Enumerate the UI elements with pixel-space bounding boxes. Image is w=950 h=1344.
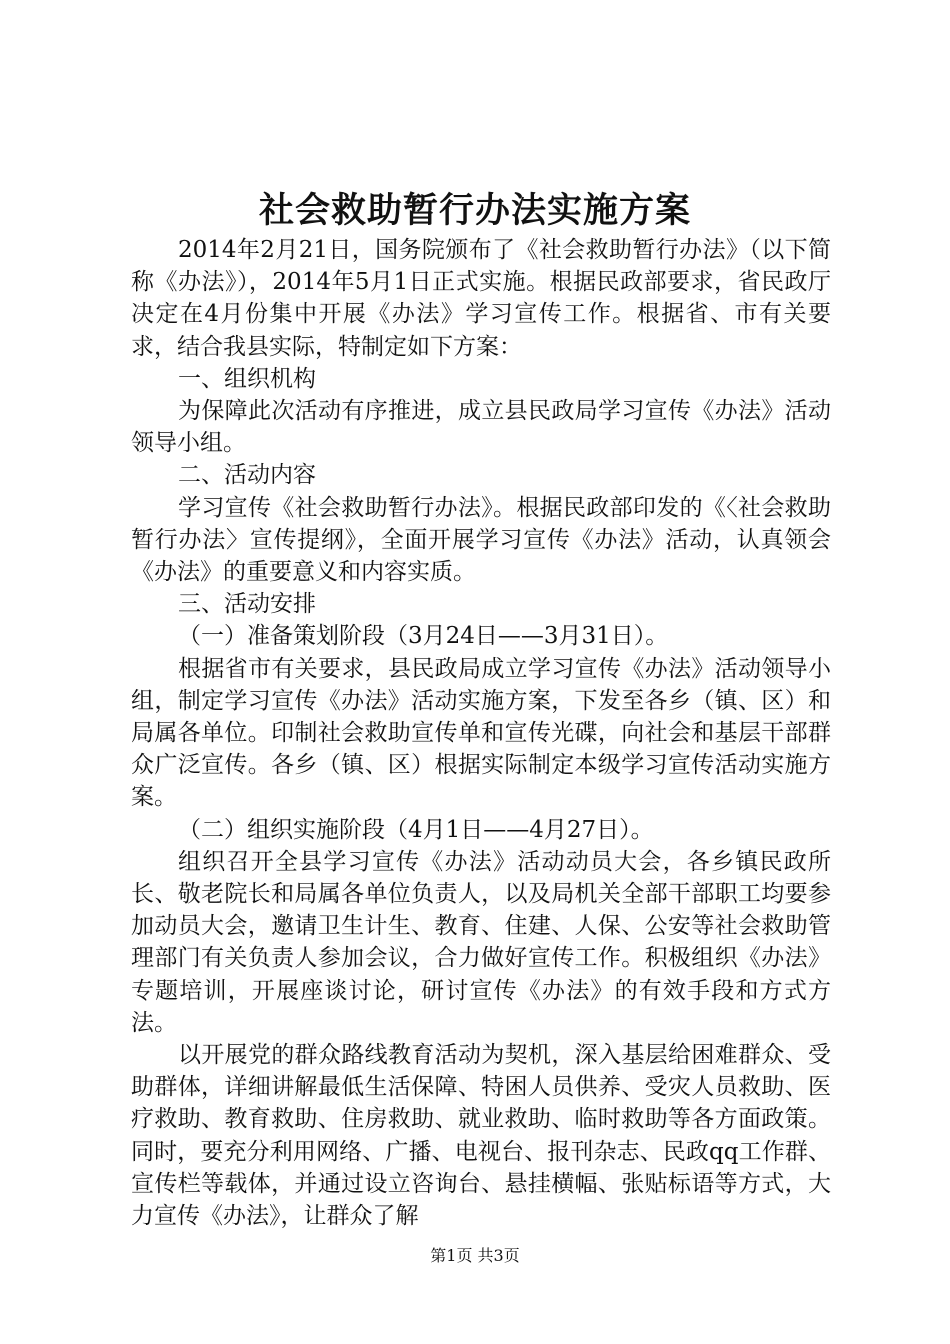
section-heading-content: 二、活动内容 [178, 462, 316, 489]
paragraph-preparation: 根据省市有关要求，县民政局成立学习宣传《办法》活动领导小组，制定学习宣传《办法》活动实施方案，下发至各乡（镇、区）和局属各单位。印制社会救助宣传单和宣传光碟，向社会和基层干部群众广泛宣传。各乡（镇、区）根据实际制定本级学习宣传活动实施方案。 [131, 655, 831, 811]
section-heading-arrangement: 三、活动安排 [178, 591, 316, 618]
paragraph-organization: 为保障此次活动有序推进，成立县民政局学习宣传《办法》活动领导小组。 [131, 398, 831, 457]
section-heading-organization: 一、组织机构 [178, 365, 316, 392]
paragraph-intro: 2014年2月21日，国务院颁布了《社会救助暂行办法》（以下简称《办法》），2014年5月1日正式实施。根据民政部要求，省民政厅决定在4月份集中开展《办法》学习宣传工作。根据省、市有关要求，结合我县实际，特制定如下方案： [131, 237, 831, 360]
page-number-footer: 第1页 共3页 [430, 1246, 520, 1265]
subsection-heading-preparation: （一）准备策划阶段（3月24日——3月31日）。 [178, 623, 669, 650]
subsection-heading-implementation: （二）组织实施阶段（4月1日——4月27日）。 [178, 816, 654, 843]
paragraph-outreach: 以开展党的群众路线教育活动为契机，深入基层给困难群众、受助群体，详细讲解最低生活保障、特困人员供养、受灾人员救助、医疗救助、教育救助、住房救助、就业救助、临时救助等各方面政策。同时，要充分利用网络、广播、电视台、报刊杂志、民政qq工作群、宣传栏等载体，并通过设立咨询台、悬挂横幅、张贴标语等方式，大力宣传《办法》，让群众了解 [131, 1042, 831, 1230]
document-body [131, 234, 831, 1232]
document-title: 社会救助暂行办法实施方案 [258, 190, 691, 231]
paragraph-implementation: 组织召开全县学习宣传《办法》活动动员大会，各乡镇民政所长、敬老院长和局属各单位负责人，以及局机关全部干部职工均要参加动员大会，邀请卫生计生、教育、住建、人保、公安等社会救助管理部门有关负责人参加会议，合力做好宣传工作。积极组织《办法》专题培训，开展座谈讨论，研讨宣传《办法》的有效手段和方式方法。 [131, 848, 831, 1036]
paragraph-content: 学习宣传《社会救助暂行办法》。根据民政部印发的《〈社会救助暂行办法〉宣传提纲》，全面开展学习宣传《办法》活动，认真领会《办法》的重要意义和内容实质。 [131, 494, 831, 586]
